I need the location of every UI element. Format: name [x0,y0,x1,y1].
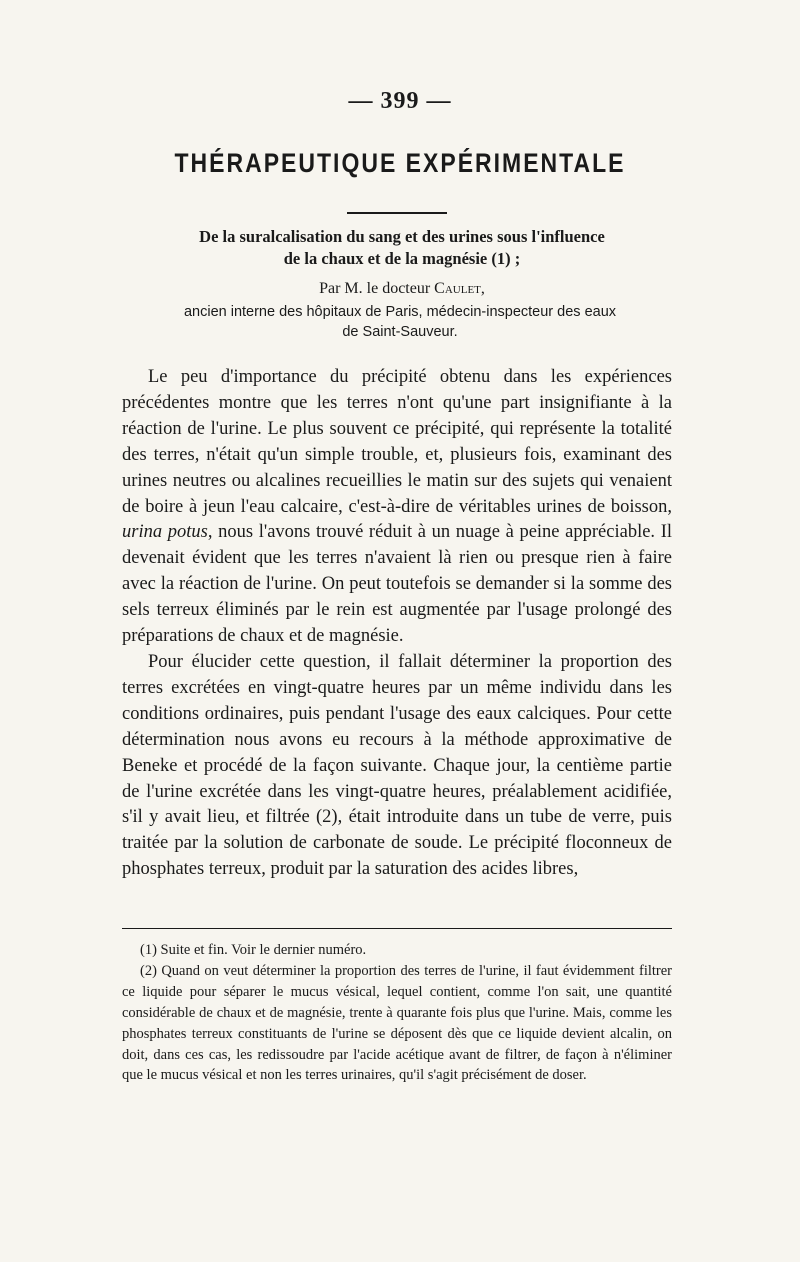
body-text [122,365,672,883]
footnotes [122,940,672,1086]
footnote-rule [122,928,672,929]
title-rule [347,212,447,214]
affiliation-line-1: ancien interne des hôpitaux de Paris, médecin-inspecteur des eaux [183,304,617,320]
footnote-1: (1) Suite et fin. Voir le dernier numéro. [140,942,367,958]
author-name: Caulet, [434,280,485,297]
byline [112,278,692,300]
byline-prefix: Par M. le docteur [319,280,431,297]
affiliation-line-2: de Saint-Sauveur. [342,324,458,340]
page-number: — 399 — [348,88,452,114]
article-title-line-2: de la chaux et de la magnésie (1) ; [283,249,521,268]
paragraph-1-text-b: , nous l'avons trouvé réduit à un nuage à peine appréciable. Il devenait évident que les terres n'avaient là rien ou presque rien à faire avec la réaction de l'urine. On peut toutefois se demander si la somme des sels terreux éliminés par le rein est augmentée par l'usage prolongé des préparations de chaux et de magnésie. [122,522,672,647]
paragraph-1-italic: urina potus [122,522,208,543]
paragraph-1-text-a: Le peu d'importance du précipité obtenu dans les expériences précédentes montre que les terres n'ont qu'une part insignifiante à la réaction de l'urine. Le plus souvent ce précipité, qui représente la totalité des terres, n'était qu'un simple trouble, et, plusieurs fois, examinant des urines neutres ou alcalines recueillies le matin sur des sujets qui venaient de boire à jeun l'eau calcaire, c'est-à-dire de véritables urines de boisson, [122,367,672,517]
author-affiliation [130,302,670,342]
footnote-2: (2) Quand on veut déterminer la proportion des terres de l'urine, il faut évidemment filtrer ce liquide pour séparer le mucus vésical, lequel contient, comme l'on sait, une quantité considérable de chaux et de magnésie, trente à quarante fois plus que l'urine. Mais, comme les phosphates terreux constituants de l'urine se déposent dès que ce liquide devient alcalin, on doit, dans ces cas, les redissoudre par l'acide acétique avant de filtrer, de façon à n'éliminer que le mucus vésical et non les terres urinaires, qu'il s'agit précisément de doser. [122,962,672,1084]
paragraph-2: Pour élucider cette question, il fallait déterminer la proportion des terres excrétées en vingt-quatre heures par un même individu dans les conditions ordinaires, puis pendant l'usage des eaux calciques. Pour cette détermination nous avons eu recours à la méthode approximative de Beneke et procédé de la façon suivante. Chaque jour, la centième partie de l'urine excrétée dans les vingt-quatre heures, préalablement acidifiée, s'il y avait lieu, et filtrée (2), était introduite dans un tube de verre, puis traitée par la solution de carbonate de soude. Le précipité floconneux de phosphates terreux, produit par la saturation des acides libres, [122,651,672,880]
paragraph-1 [122,365,672,650]
section-title: THÉRAPEUTIQUE EXPÉRIMENTALE [174,147,626,178]
article-title-line-1: De la suralcalisation du sang et des urines sous l'influence [199,227,605,246]
article-title [112,226,692,270]
